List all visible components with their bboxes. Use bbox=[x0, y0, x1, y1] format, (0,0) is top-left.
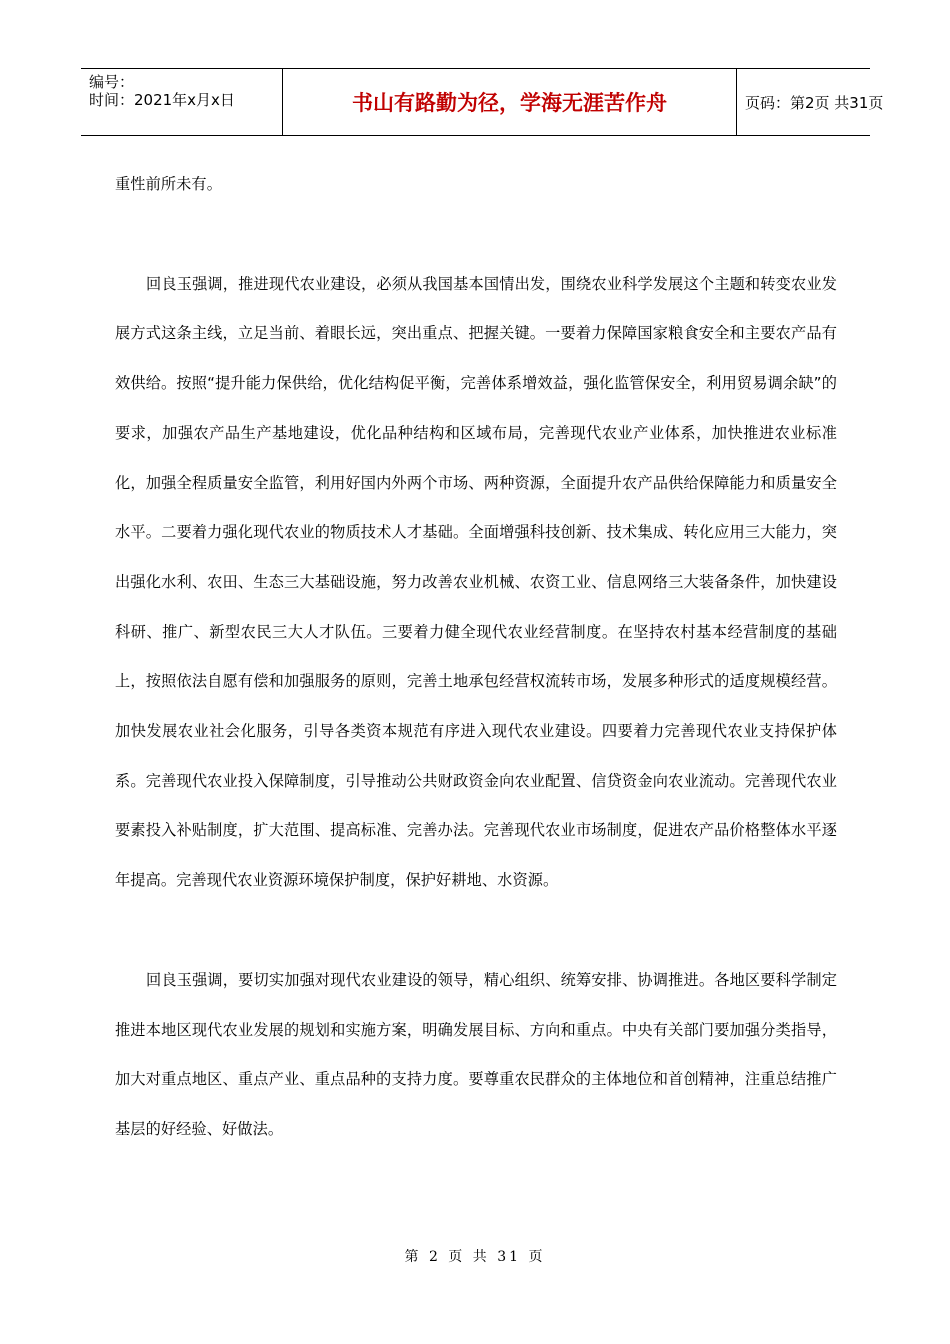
paragraph: 回良玉强调，推进现代农业建设，必须从我国基本国情出发，围绕农业科学发展这个主题和转变农业发展方式这条主线，立足当前、着眼长远，突出重点、把握关键。一要着力保障国家粮食安全和主要农产品有效供给。按照“提升能力保供给，优化结构促平衡，完善体系增效益，强化监管保安全，利用贸易调余缺”的要求，加强农产品生产基地建设，优化品种结构和区域布局，完善现代农业产业体系，加快推进农业标准化，加强全程质量安全监管，利用好国内外两个市场、两种资源，全面提升农产品供给保障能力和质量安全水平。二要着力强化现代农业的物质技术人才基础。全面增强科技创新、技术集成、转化应用三大能力，突出强化水利、农田、生态三大基础设施，努力改善农业机械、农资工业、信息网络三大装备条件，加快建设科研、推广、新型农民三大人才队伍。三要着力健全现代农业经营制度。在坚持农村基本经营制度的基础上，按照依法自愿有偿和加强服务的原则，完善土地承包经营权流转市场，发展多种形式的适度规模经营。加快发展农业社会化服务，引导各类资本规范有序进入现代农业建设。四要着力完善现代农业支持保护体系。完善现代农业投入保障制度，引导推动公共财政资金向农业配置、信贷资金向农业流动。完善现代农业要素投入补贴制度，扩大范围、提高标准、完善办法。完善现代农业市场制度，促进农产品价格整体水平逐年提高。完善现代农业资源环境保护制度，保护好耕地、水资源。 bbox=[115, 274, 837, 890]
header-page-cell bbox=[737, 69, 884, 135]
header-meta-cell bbox=[81, 69, 282, 135]
document-header bbox=[81, 68, 884, 136]
document-date: 时间：2021年x月x日 bbox=[89, 91, 235, 109]
page-footer: 第 2 页 共 31 页 bbox=[404, 1249, 546, 1265]
document-code-label: 编号： bbox=[89, 73, 135, 91]
paragraph-continuation: 重性前所未有。 bbox=[115, 175, 223, 193]
header-page-info: 页码：第2页 共31页 bbox=[745, 93, 884, 112]
paragraph-gap bbox=[115, 906, 837, 956]
paragraph: 回良玉强调，要切实加强对现代农业建设的领导，精心组织、统筹安排、协调推进。各地区要科学制定推进本地区现代农业发展的规划和实施方案，明确发展目标、方向和重点。中央有关部门要加强分类指导，加大对重点地区、重点产业、重点品种的支持力度。要尊重农民群众的主体地位和首创精神，注重总结推广基层的好经验、好做法。 bbox=[115, 970, 837, 1138]
header-motto: 书山有路勤为径，学海无涯苦作舟 bbox=[352, 91, 667, 115]
header-motto-cell bbox=[282, 69, 737, 135]
document-body bbox=[115, 160, 837, 1155]
paragraph-gap bbox=[115, 210, 837, 260]
